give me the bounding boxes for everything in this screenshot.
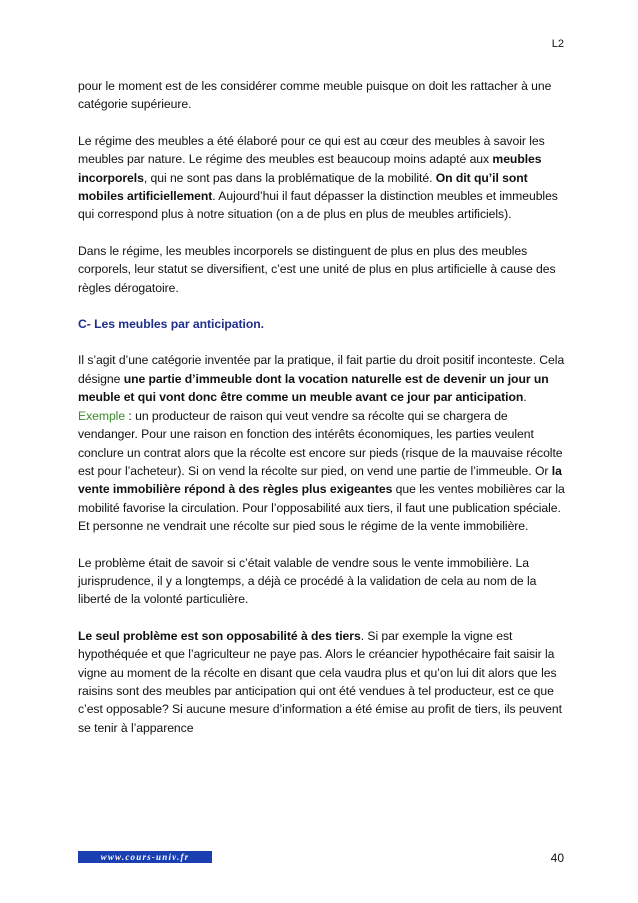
example-label: Exemple: [78, 408, 126, 423]
page-number: 40: [550, 851, 564, 865]
paragraph-6: Le problème était de savoir si c’était valable de vendre sous le vente immobilière. La jurisprudence, il y a longtemps, a déjà ce procédé à la validation de cela au nom de la liberté de la volonté particulière.: [78, 555, 537, 607]
footer-logo-link[interactable]: www.cours-univ.fr: [78, 851, 212, 863]
text-run: .: [523, 390, 527, 405]
text-run: Il s’agit d’une catégorie inventée par la pratique, il fait partie du droit positif inconteste. Cela désigne: [78, 353, 565, 386]
bold-run: meubles incorporels: [78, 152, 542, 185]
paragraph-4: [78, 351, 566, 406]
section-heading: C- Les meubles par anticipation.: [78, 317, 264, 332]
paragraph-3: Dans le régime, les meubles incorporels se distinguent de plus en plus des meubles corporels, leur statut se diversifient, c’est une unité de plus en plus artificielle à cause des règles dérogatoire.: [78, 243, 556, 295]
bold-run: une partie d’immeuble dont la vocation naturelle est de devenir un jour un meuble et qui vont donc être comme un meuble avant ce jour par anticipation: [78, 371, 549, 405]
text-run: . Si par exemple la vigne est hypothéquée et que l’agriculteur ne paye pas. Alors le créancier hypothécaire fait saisir la vigne au moment de la récolte en disant que cela vaudra plus et qu’on lui dit alors que les raisins sont des meubles par anticipation qui ont été vendues à tel producteur, est ce que c’est opposable? Si aucune mesure d’information a été émise au profit de tiers, ils peuvent se tenir à l’apparence: [78, 628, 562, 735]
paragraph-7: [78, 627, 566, 737]
document-body: [78, 77, 566, 755]
bold-run: Le seul problème est son opposabilité à des tiers: [78, 628, 361, 643]
text-run: , qui ne sont pas dans la problématique de la mobilité.: [143, 170, 436, 185]
text-run: Le régime des meubles a été élaboré pour ce qui est au cœur des meubles à savoir les meubles par nature. Le régime des meubles est beaucoup moins adapté aux: [78, 133, 545, 167]
bold-run: On dit qu’il sont mobiles artificiellement: [78, 170, 528, 204]
text-run: que les ventes mobilières car la mobilité favorise la circulation. Pour l’opposabilité aux tiers, il faut une publication spéciale. Et personne ne vendrait une récolte sur pied sous le régime de la vente immobilière.: [78, 482, 565, 534]
bold-run: la vente immobilière répond à des règles plus exigeantes: [78, 463, 562, 497]
paragraph-5: [78, 407, 566, 536]
text-run: : un producteur de raison qui veut vendre sa récolte qui se chargera de vendanger. Pour une raison en fonction des intérêts économiques, les parties veulent conclure un contrat alors que la récolte est encore sur pieds (risque de la mauvaise récolte est pour l’acheteur). Si on vend la récolte sur pied, on vend une partie de l’immeuble. Or: [78, 408, 563, 478]
paragraph-2: [78, 132, 566, 224]
page-header-label: L2: [551, 38, 564, 50]
paragraph-1: pour le moment est de les considérer comme meuble puisque on doit les rattacher à une catégorie supérieure.: [78, 79, 552, 112]
text-run: . Aujourd’hui il faut dépasser la distinction meubles et immeubles qui correspond plus à notre situation (on a de plus en plus de meubles artificiels).: [78, 189, 558, 222]
